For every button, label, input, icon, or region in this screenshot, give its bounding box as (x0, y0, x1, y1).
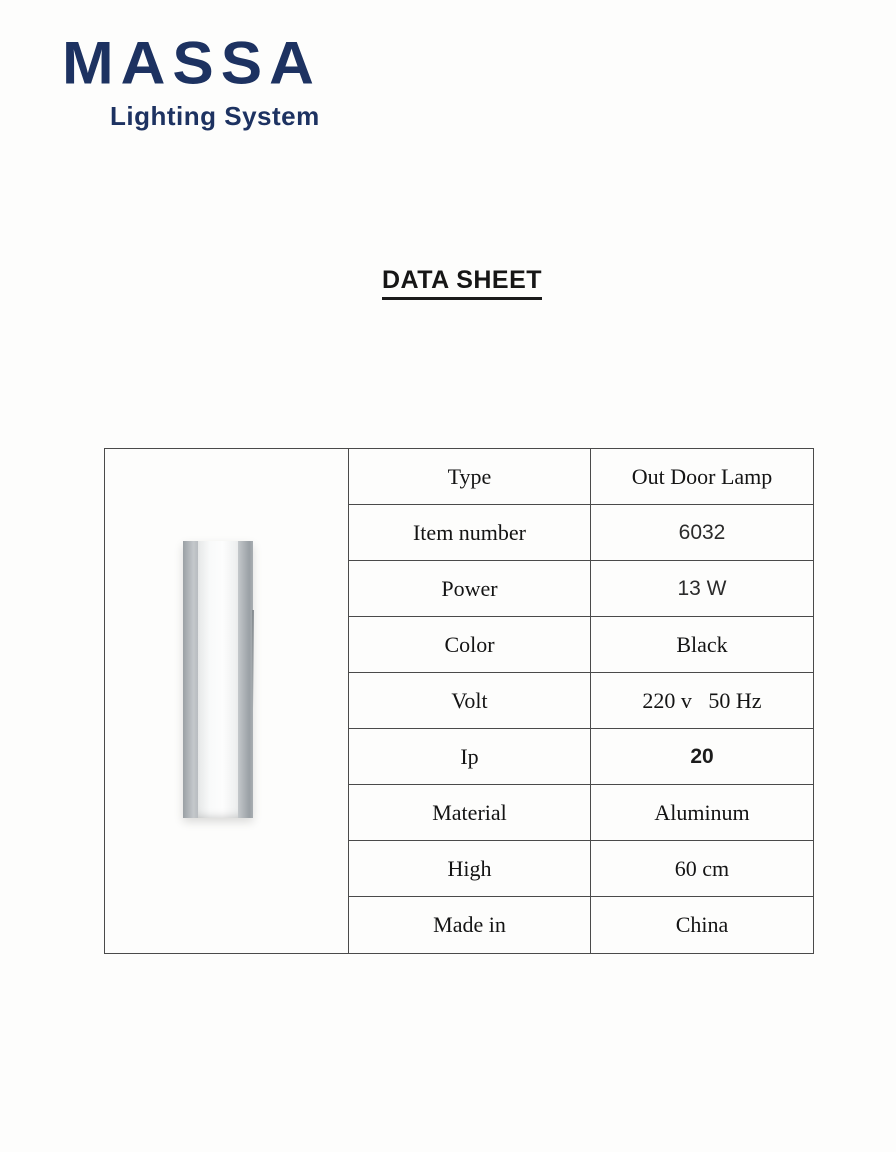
spec-value-item-number: 6032 (591, 505, 813, 561)
lamp-right-trim (238, 541, 253, 818)
spec-label-made-in: Made in (349, 897, 591, 953)
product-photo-cell (105, 449, 349, 953)
spec-value-power: 13 W (591, 561, 813, 617)
spec-table (104, 448, 814, 954)
brand-logo (62, 30, 321, 132)
spec-label-type: Type (349, 449, 591, 505)
outdoor-lamp-photo (183, 541, 253, 818)
lamp-diffuser (198, 541, 238, 818)
spec-value-made-in: China (675, 912, 729, 937)
spec-value-volt: 220 v 50 Hz (591, 673, 813, 729)
spec-value-material: Aluminum (591, 785, 813, 841)
brand-name: MASSA (62, 30, 321, 98)
spec-value-type: Out Door Lamp (591, 449, 813, 505)
spec-value-ip: 20 (591, 729, 813, 785)
spec-label-volt: Volt (349, 673, 591, 729)
lamp-left-trim (183, 541, 198, 818)
spec-label-high: High (349, 841, 591, 897)
page-title: DATA SHEET (382, 266, 542, 300)
spec-value-color: Black (591, 617, 813, 673)
spec-label-ip: Ip (349, 729, 591, 785)
spec-label-item-number: Item number (349, 505, 591, 561)
document-title-row (0, 266, 896, 300)
spec-label-color: Color (349, 617, 591, 673)
spec-label-material: Material (349, 785, 591, 841)
spec-value-high: 60 cm (591, 841, 813, 897)
spec-label-power: Power (349, 561, 591, 617)
brand-tagline: Lighting System (110, 101, 320, 131)
